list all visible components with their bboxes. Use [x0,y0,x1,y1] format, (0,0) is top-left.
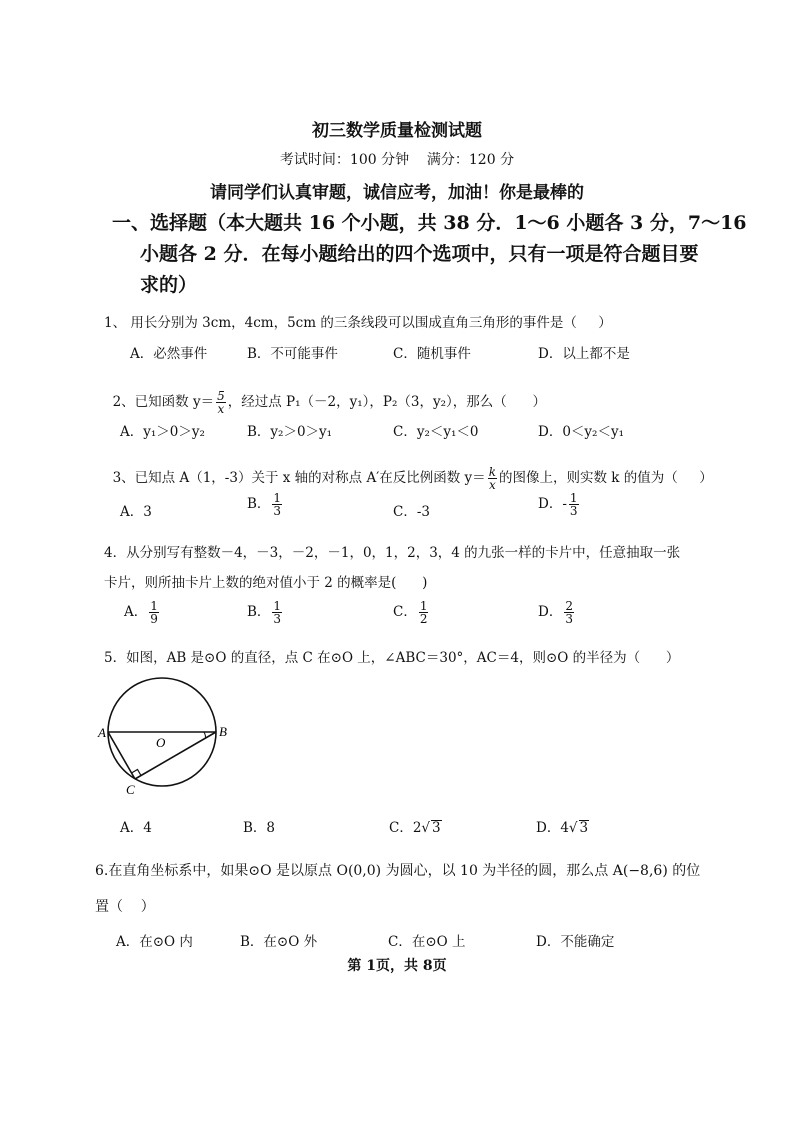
q3-stem-a: 3、已知点 A（1，-3）关于 x 轴的对称点 A′在反比例函数 y＝ [112,470,486,486]
q1-option-c: C．随机事件 [393,346,471,362]
q4-option-a-den: 9 [150,612,158,626]
q2-option-a: A．y₁＞0＞y₂ [120,424,205,440]
q1-option-a: A．必然事件 [130,346,208,362]
q6-option-c: C．在⊙O 上 [388,934,466,950]
q4-option-a-frac [149,600,159,625]
q2-fraction [216,390,226,415]
q4-option-a-num: 1 [150,599,158,613]
q4-option-d-num: 2 [565,599,573,613]
q3-option-d [538,492,581,517]
q5-option-d-label: D．4 [536,820,569,836]
page-number: 第 1页，共 8页 [347,958,447,974]
exam-info: 考试时间：100 分钟 满分：120 分 [279,152,515,168]
q4-option-d-den: 3 [565,612,573,626]
q2-option-c: C．y₂＜y₁＜0 [393,424,479,440]
q3-frac-num: k [488,465,496,479]
chord-bc [135,732,216,779]
q3-stem-b: 的图像上，则实数 k 的值为（ ） [498,470,713,486]
q4-stem-line2: 卡片，则所抽卡片上数的绝对值小于 2 的概率是( ) [104,575,428,591]
q4-option-b-frac [272,600,282,625]
page-title: 初三数学质量检测试题 [312,121,482,141]
q6-stem-line2: 置（ ） [95,899,155,915]
label-o: O [156,735,166,750]
q5-option-b: B．8 [243,820,276,836]
q3-stem [104,450,713,491]
q3-option-a: A．3 [120,504,152,520]
q2-stem [104,374,546,415]
q5-option-a: A．4 [120,820,152,836]
label-a: A [98,725,106,740]
q3-option-d-num: 1 [569,491,578,505]
q5-option-c [389,816,442,836]
q2-option-d: D．0＜y₂＜y₁ [538,424,624,440]
chord-ac [108,732,135,779]
q2-option-b: B．y₂＞0＞y₁ [247,424,333,440]
q5-option-c-rad: 3 [432,820,441,836]
q1-option-d: D．以上都不是 [538,346,630,362]
q3-option-d-label: D．- [538,496,567,512]
q4-option-d [538,600,576,625]
q6-option-d: D．不能确定 [536,934,615,950]
q3-option-b-frac [272,492,282,517]
q1-stem: 1、 用长分别为 3cm，4cm，5cm 的三条线段可以围成直角三角形的事件是（ ） [104,315,612,331]
q4-option-a [124,600,161,625]
q2-stem-a: 2、已知函数 y＝ [112,394,215,410]
q4-option-c-den: 2 [419,612,428,626]
label-c: C [126,782,135,797]
q4-option-b-num: 1 [273,599,282,613]
q4-option-a-label: A． [124,604,148,620]
angle-b-arc [204,732,206,738]
q3-option-d-den: 3 [569,504,578,518]
q2-frac-den: x [217,402,225,416]
q4-option-c-label: C． [393,604,417,620]
q1-option-b: B．不可能事件 [247,346,338,362]
q4-option-c [393,600,430,625]
q6-stem-line1: 6.在直角坐标系中，如果⊙O 是以原点 O(0,0) 为圆心，以 10 为半径的圆，那么点 A(−8,6) 的位 [95,863,701,879]
q3-frac-den: x [488,478,496,492]
q4-option-c-frac [419,600,429,625]
q6-option-b: B．在⊙O 外 [240,934,318,950]
section-heading-line1: 一、选择题（本大题共 16 个小题，共 38 分．1～6 小题各 3 分，7～16 [112,212,747,234]
sqrt-icon: √ [421,820,431,836]
q4-option-b [247,600,284,625]
section-heading-line3: 求的） [140,274,198,296]
label-b: B [219,724,227,739]
q4-option-d-label: D． [538,604,563,620]
q4-option-c-num: 1 [419,599,428,613]
q5-stem: 5．如图，AB 是⊙O 的直径，点 C 在⊙O 上，∠ABC＝30°，AC＝4，则⊙O 的半径为（ ） [104,650,680,666]
q2-frac-num: 5 [217,389,225,403]
q3-option-b [247,492,284,517]
q4-option-b-label: B． [247,604,271,620]
q6-option-a: A．在⊙O 内 [116,934,193,950]
q5-option-d-rad: 3 [579,820,589,836]
section-heading-line2: 小题各 2 分．在每小题给出的四个选项中，只有一项是符合题目要 [140,243,699,265]
q5-circle-figure [95,672,245,802]
q3-option-b-label: B． [247,496,271,512]
q3-option-b-den: 3 [273,504,282,518]
slogan: 请同学们认真审题，诚信应考，加油！你是最棒的 [210,183,584,203]
q3-option-d-frac [569,492,579,517]
q4-option-d-frac [564,600,574,625]
q5-option-d [536,816,589,836]
q3-option-c: C．-3 [393,504,430,520]
q4-stem-line1: 4．从分别写有整数－4，－3，－2，－1，0，1，2，3，4 的九张一样的卡片中，任意抽取一张 [104,545,681,561]
q3-fraction [488,466,497,491]
q5-option-c-label: C．2 [389,820,422,836]
q2-stem-b: ，经过点 P₁（－2，y₁），P₂（3，y₂），那么（ ） [227,394,547,410]
q3-option-b-num: 1 [273,491,282,505]
sqrt-icon: √ [568,820,578,836]
q4-option-b-den: 3 [273,612,282,626]
